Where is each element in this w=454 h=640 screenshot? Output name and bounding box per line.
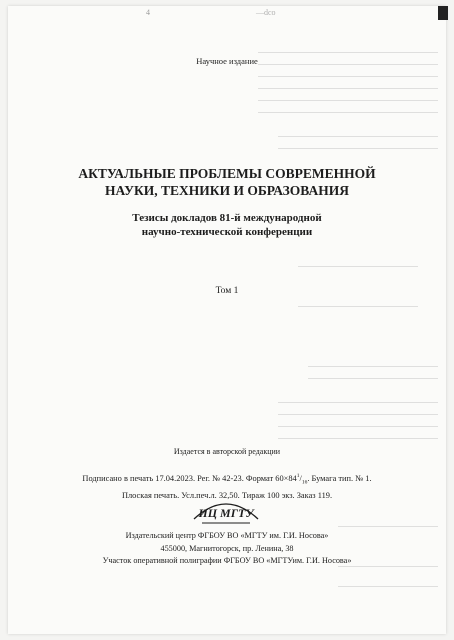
- imprint-signed: Подписано в печать 17.04.2023. Рег. № 42-23. Формат 60×84: [82, 473, 297, 483]
- format-sup: 1: [296, 473, 300, 479]
- format-sub: 16: [301, 479, 308, 486]
- subtitle-line-1: Тезисы докладов 81-й международной: [132, 212, 322, 224]
- title-line-1: АКТУАЛЬНЫЕ ПРОБЛЕМЫ СОВРЕМЕННОЙ: [78, 166, 376, 181]
- publisher-line-2: 455000, Магнитогорск, пр. Ленина, 38: [160, 543, 294, 553]
- imprint-paper: . Бумага тип. № 1.: [307, 473, 372, 483]
- logo-text: ИЦ МГТУ: [198, 506, 254, 520]
- page-mark-left: 4: [146, 8, 150, 17]
- publisher-line-1: Издательский центр ФГБОУ ВО «МГТУ им. Г.И. Носова»: [125, 531, 329, 540]
- title-line-2: НАУКИ, ТЕХНИКИ И ОБРАЗОВАНИЯ: [105, 183, 349, 198]
- subtitle-line-2: научно-технической конференции: [141, 226, 313, 238]
- page-subtitle: [0, 211, 454, 239]
- publisher-logo: [186, 493, 266, 527]
- imprint-line-1: Подписано в печать 17.04.2023. Рег. № 42-23. Формат $60\times 84^1/_{16}$. Бумага тип. № 1.: [82, 473, 372, 486]
- publisher-line-3: Участок оперативной полиграфии ФГБОУ ВО «МГТУим. Г.И. Носова»: [102, 556, 352, 565]
- publisher-block: [0, 530, 454, 568]
- page-title: [0, 165, 454, 199]
- publication-genre: Научное издание: [196, 56, 258, 66]
- imprint-line-2: Плоская печать. Усл.печ.л. 32,50. Тираж 100 экз. Заказ 119.: [121, 491, 333, 501]
- page-mark-right: —dco: [256, 8, 276, 17]
- scan-corner-mark: [438, 6, 448, 20]
- volume-label: Том 1: [215, 286, 239, 296]
- edition-note: Издается в авторской редакции: [173, 447, 281, 456]
